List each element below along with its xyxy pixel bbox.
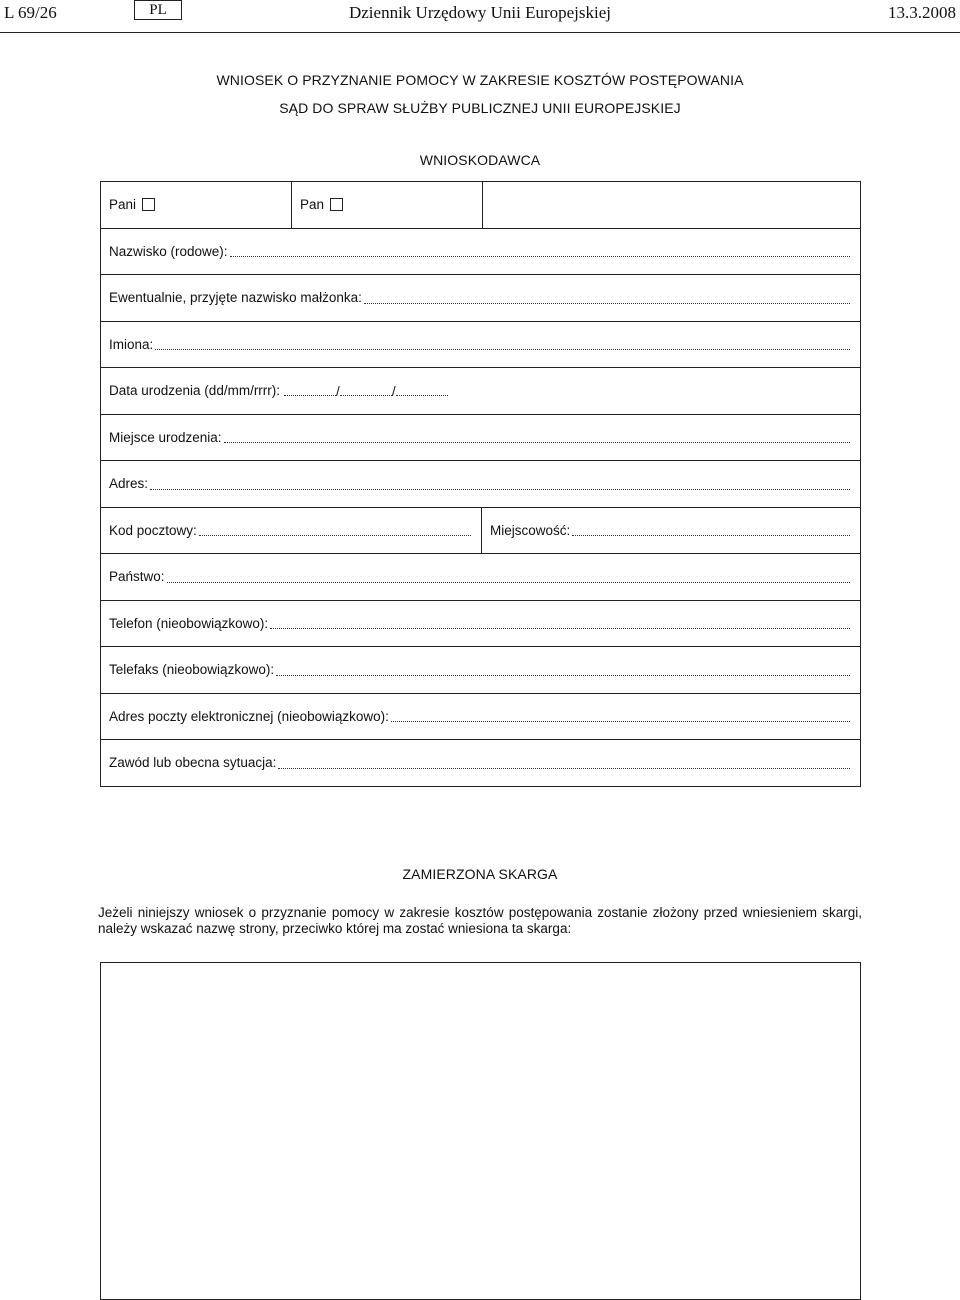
form-title: WNIOSEK O PRZYZNANIE POMOCY W ZAKRESIE KOSZTÓW POSTĘPOWANIA — [216, 72, 744, 88]
applicant-heading: WNIOSKODAWCA — [419, 152, 541, 168]
empty-cell — [483, 182, 860, 228]
year-dots — [396, 383, 448, 396]
spouse-name-label: Ewentualnie, przyjęte nazwisko małżonka: — [109, 290, 362, 306]
fax-label: Telefaks (nieobowiązkowo): — [109, 662, 275, 678]
occupation-field[interactable] — [101, 740, 860, 787]
pan-checkbox[interactable] — [330, 198, 343, 211]
spouse-name-field[interactable] — [101, 275, 860, 322]
country-field[interactable] — [101, 554, 860, 601]
date-separator: / — [336, 383, 340, 399]
first-names-label: Imiona: — [109, 336, 154, 352]
fax-field[interactable] — [101, 647, 860, 694]
birth-date-input[interactable] — [284, 383, 448, 399]
postal-city-row — [101, 508, 860, 555]
surname-label: Nazwisko (rodowe): — [109, 243, 228, 259]
day-dots — [284, 383, 336, 396]
first-names-field[interactable] — [101, 322, 860, 369]
phone-field[interactable] — [101, 601, 860, 648]
surname-field[interactable] — [101, 229, 860, 276]
dotted-line — [364, 290, 850, 304]
title-row — [101, 182, 860, 229]
publication-date: 13.3.2008 — [888, 3, 956, 22]
birth-date-label: Data urodzenia (dd/mm/rrrr): — [109, 383, 281, 399]
dotted-line — [199, 522, 471, 536]
email-field[interactable] — [101, 694, 860, 741]
journal-title: Dziennik Urzędowy Unii Europejskiej — [348, 3, 611, 22]
birth-place-field[interactable] — [101, 415, 860, 462]
city-field[interactable] — [482, 508, 860, 554]
city-label: Miejscowość: — [490, 522, 571, 538]
dotted-line — [276, 662, 850, 676]
date-separator: / — [391, 383, 396, 399]
pan-cell[interactable] — [292, 182, 483, 228]
dotted-line — [167, 569, 850, 583]
applicant-form — [100, 181, 861, 787]
postal-code-label: Kod pocztowy: — [109, 522, 197, 538]
pani-label: Pani — [109, 197, 137, 213]
occupation-label: Zawód lub obecna sytuacja: — [109, 755, 277, 771]
opposing-party-textarea[interactable] — [100, 962, 861, 1300]
dotted-line — [278, 755, 850, 769]
pani-checkbox[interactable] — [142, 198, 155, 211]
page-header — [0, 0, 960, 33]
pan-label: Pan — [300, 197, 325, 213]
country-label: Państwo: — [109, 569, 165, 585]
pani-cell[interactable] — [101, 182, 292, 228]
birth-place-label: Miejsce urodzenia: — [109, 429, 222, 445]
language-badge: PL — [134, 0, 182, 20]
email-label: Adres poczty elektronicznej (nieobowiązkowo): — [109, 708, 389, 724]
dotted-line — [270, 615, 850, 629]
dotted-line — [150, 476, 850, 490]
phone-label: Telefon (nieobowiązkowo): — [109, 615, 269, 631]
dotted-line — [155, 336, 850, 350]
complaint-instruction: Jeżeli niniejszy wniosek o przyznanie pomocy w zakresie kosztów postępowania zostanie złożony przed wniesieniem skargi, należy wskazać nazwę strony, przeciwko której ma zostać wniesiona ta skarga: — [98, 905, 862, 936]
postal-code-field[interactable] — [101, 508, 482, 554]
page-reference: L 69/26 — [4, 3, 57, 22]
complaint-heading: ZAMIERZONA SKARGA — [402, 866, 558, 882]
dotted-line — [224, 429, 850, 443]
dotted-line — [230, 243, 850, 257]
court-name: SĄD DO SPRAW SŁUŻBY PUBLICZNEJ UNII EUROPEJSKIEJ — [279, 100, 681, 116]
dotted-line — [572, 522, 850, 536]
month-dots — [340, 383, 392, 396]
birth-date-field[interactable] — [101, 368, 860, 415]
address-label: Adres: — [109, 476, 149, 492]
dotted-line — [391, 708, 850, 722]
address-field[interactable] — [101, 461, 860, 508]
